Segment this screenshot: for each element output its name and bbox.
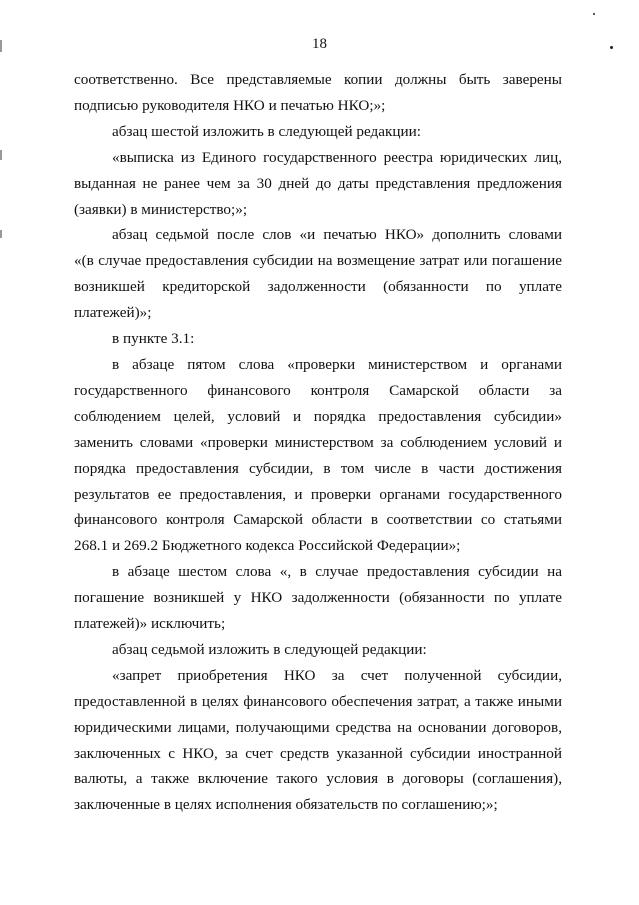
- paragraph: [74, 637, 562, 663]
- text-line: платежей)» исключить;: [74, 615, 226, 633]
- text-line: «(в случае предоставления субсидии на возмещение затрат или погашение: [74, 252, 562, 270]
- text-line: результатов ее предоставления, и проверки органами государственного: [74, 485, 562, 503]
- text-line: погашение возникшей у НКО задолженности (обязанности по уплате: [74, 589, 562, 607]
- text-line: абзац шестой изложить в следующей редакции:: [112, 122, 421, 140]
- paragraph: [74, 145, 562, 223]
- text-line: соблюдением целей, условий и порядка предоставления субсидии»: [74, 407, 562, 425]
- page-number: 18: [312, 36, 327, 52]
- document-body: [74, 67, 562, 818]
- text-line: абзац седьмой изложить в следующей редакции:: [112, 640, 427, 658]
- text-line: соответственно. Все представляемые копии должны быть заверены: [74, 71, 562, 88]
- paragraph: [74, 67, 562, 119]
- text-line: (заявки) в министерство;»;: [74, 200, 248, 218]
- paragraph: [74, 352, 562, 559]
- scan-dot: [593, 13, 595, 15]
- text-line: заменить словами «проверки министерством за соблюдением условий и: [74, 433, 562, 451]
- text-line: выданная не ранее чем за 30 дней до даты представления предложения: [74, 174, 562, 192]
- paragraph: [74, 222, 562, 326]
- text-line: «запрет приобретения НКО за счет полученной субсидии,: [112, 666, 562, 684]
- text-line: предоставленной в целях финансового обеспечения затрат, а также иными: [74, 692, 562, 710]
- text-line: платежей)»;: [74, 304, 152, 322]
- text-line: финансового контроля Самарской области в соответствии со статьями: [74, 511, 562, 529]
- text-line: государственного финансового контроля Самарской области за: [74, 381, 562, 399]
- text-line: в абзаце пятом слова «проверки министерством и органами: [112, 355, 562, 373]
- paragraph: [74, 663, 562, 818]
- scan-edge-mark: [0, 230, 2, 238]
- text-line: в пункте 3.1:: [112, 330, 195, 348]
- text-line: юридическими лицами, получающими средства на основании договоров,: [74, 718, 562, 736]
- text-line: «выписка из Единого государственного реестра юридических лиц,: [112, 148, 562, 166]
- text-line: 268.1 и 269.2 Бюджетного кодекса Российской Федерации»;: [74, 537, 461, 555]
- text-line: подписью руководителя НКО и печатью НКО;»;: [74, 96, 386, 114]
- text-line: валюты, а также включение такого условия в договоры (соглашения),: [74, 770, 562, 788]
- paragraph: [74, 326, 562, 352]
- text-line: в абзаце шестом слова «, в случае предоставления субсидии на: [112, 563, 562, 581]
- paragraph: [74, 559, 562, 637]
- text-line: заключенных с НКО, за счет средств указанной субсидии иностранной: [74, 744, 562, 762]
- text-line: заключенные в целях исполнения обязательств по соглашению;»;: [74, 796, 498, 814]
- text-line: порядка предоставления субсидии, в том числе в части достижения: [74, 459, 562, 477]
- scan-edge-mark: [0, 150, 2, 160]
- text-line: абзац седьмой после слов «и печатью НКО» дополнить словами: [112, 226, 562, 244]
- paragraph: [74, 119, 562, 145]
- text-line: возникшей кредиторской задолженности (обязанности по уплате: [74, 278, 562, 296]
